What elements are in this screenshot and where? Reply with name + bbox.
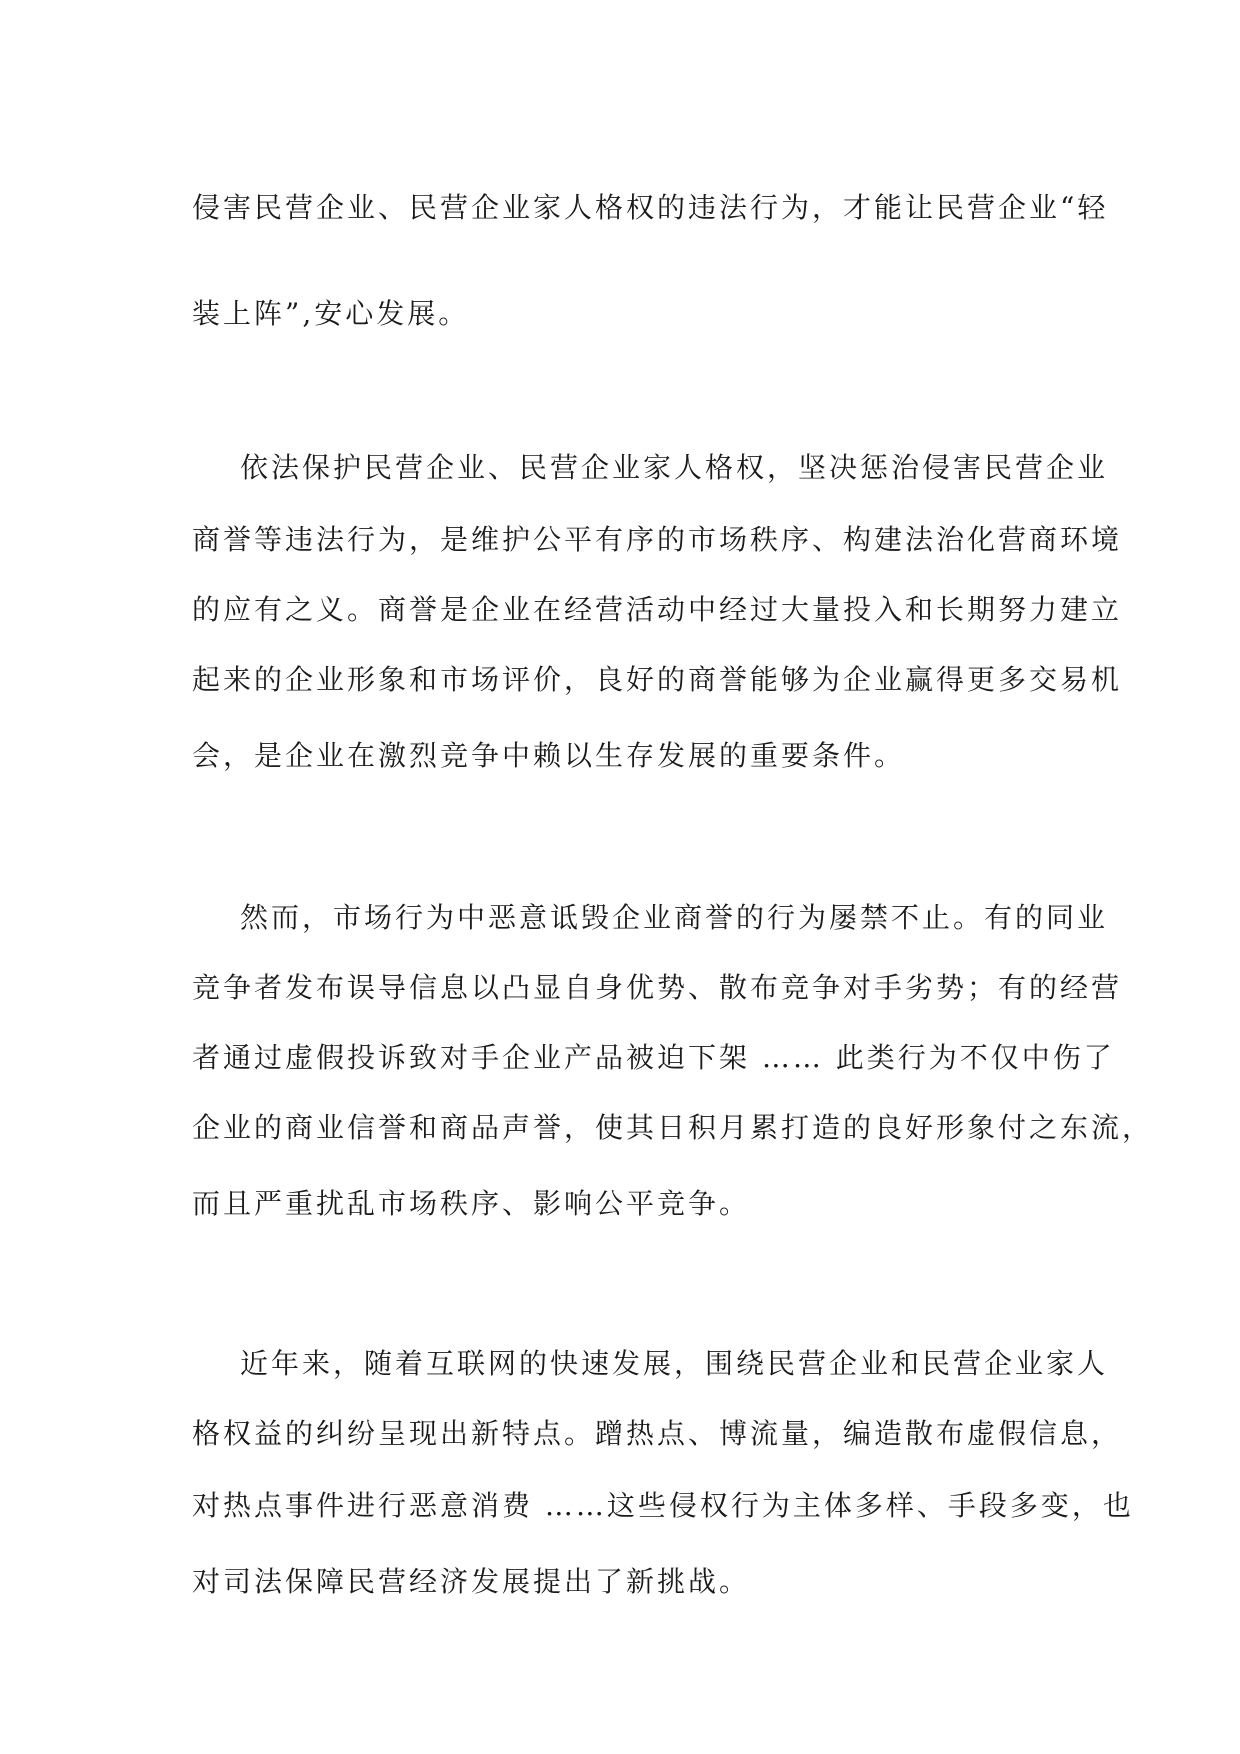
paragraph-4-line-1: 近年来，随着互联网的快速发展，围绕民营企业和民营企业家人 (240, 1347, 1109, 1380)
paragraph-2-line-4: 起来的企业形象和市场评价，良好的商誉能够为企业赢得更多交易机 (192, 663, 1123, 696)
paragraph-3-line-2: 竞争者发布误导信息以凸显自身优势、散布竞争对手劣势；有的经营 (192, 971, 1123, 1004)
paragraph-3-line-3: 者通过虚假投诉致对手企业产品被迫下架 …… 此类行为不仅中伤了 (192, 1041, 1115, 1074)
paragraph-2-line-1: 依法保护民营企业、民营企业家人格权，坚决惩治侵害民营企业 (240, 451, 1109, 484)
paragraph-3-line-5: 而且严重扰乱市场秩序、影响公平竞争。 (192, 1187, 751, 1220)
paragraph-4-line-2: 格权益的纠纷呈现出新特点。蹭热点、博流量，编造散布虚假信息， (192, 1417, 1123, 1450)
paragraph-2-line-5: 会，是企业在激烈竞争中赖以生存发展的重要条件。 (192, 739, 906, 772)
paragraph-3-line-1: 然而，市场行为中恶意诋毁企业商誉的行为屡禁不止。有的同业 (240, 901, 1109, 934)
paragraph-2-line-2: 商誉等违法行为，是维护公平有序的市场秩序、构建法治化营商环境 (192, 523, 1123, 556)
paragraph-1-line-1: 侵害民营企业、民营企业家人格权的违法行为，才能让民营企业“轻 (192, 191, 1109, 224)
paragraph-2-line-3: 的应有之义。商誉是企业在经营活动中经过大量投入和长期努力建立 (192, 593, 1123, 626)
paragraph-3-line-4: 企业的商业信誉和商品声誉，使其日积月累打造的良好形象付之东流， (192, 1111, 1154, 1144)
paragraph-1-line-2: 装上阵”,安心发展。 (192, 297, 470, 330)
paragraph-4-line-3: 对热点事件进行恶意消费 ……这些侵权行为主体多样、手段多变，也 (192, 1489, 1134, 1522)
paragraph-4-line-4: 对司法保障民营经济发展提出了新挑战。 (192, 1565, 751, 1598)
